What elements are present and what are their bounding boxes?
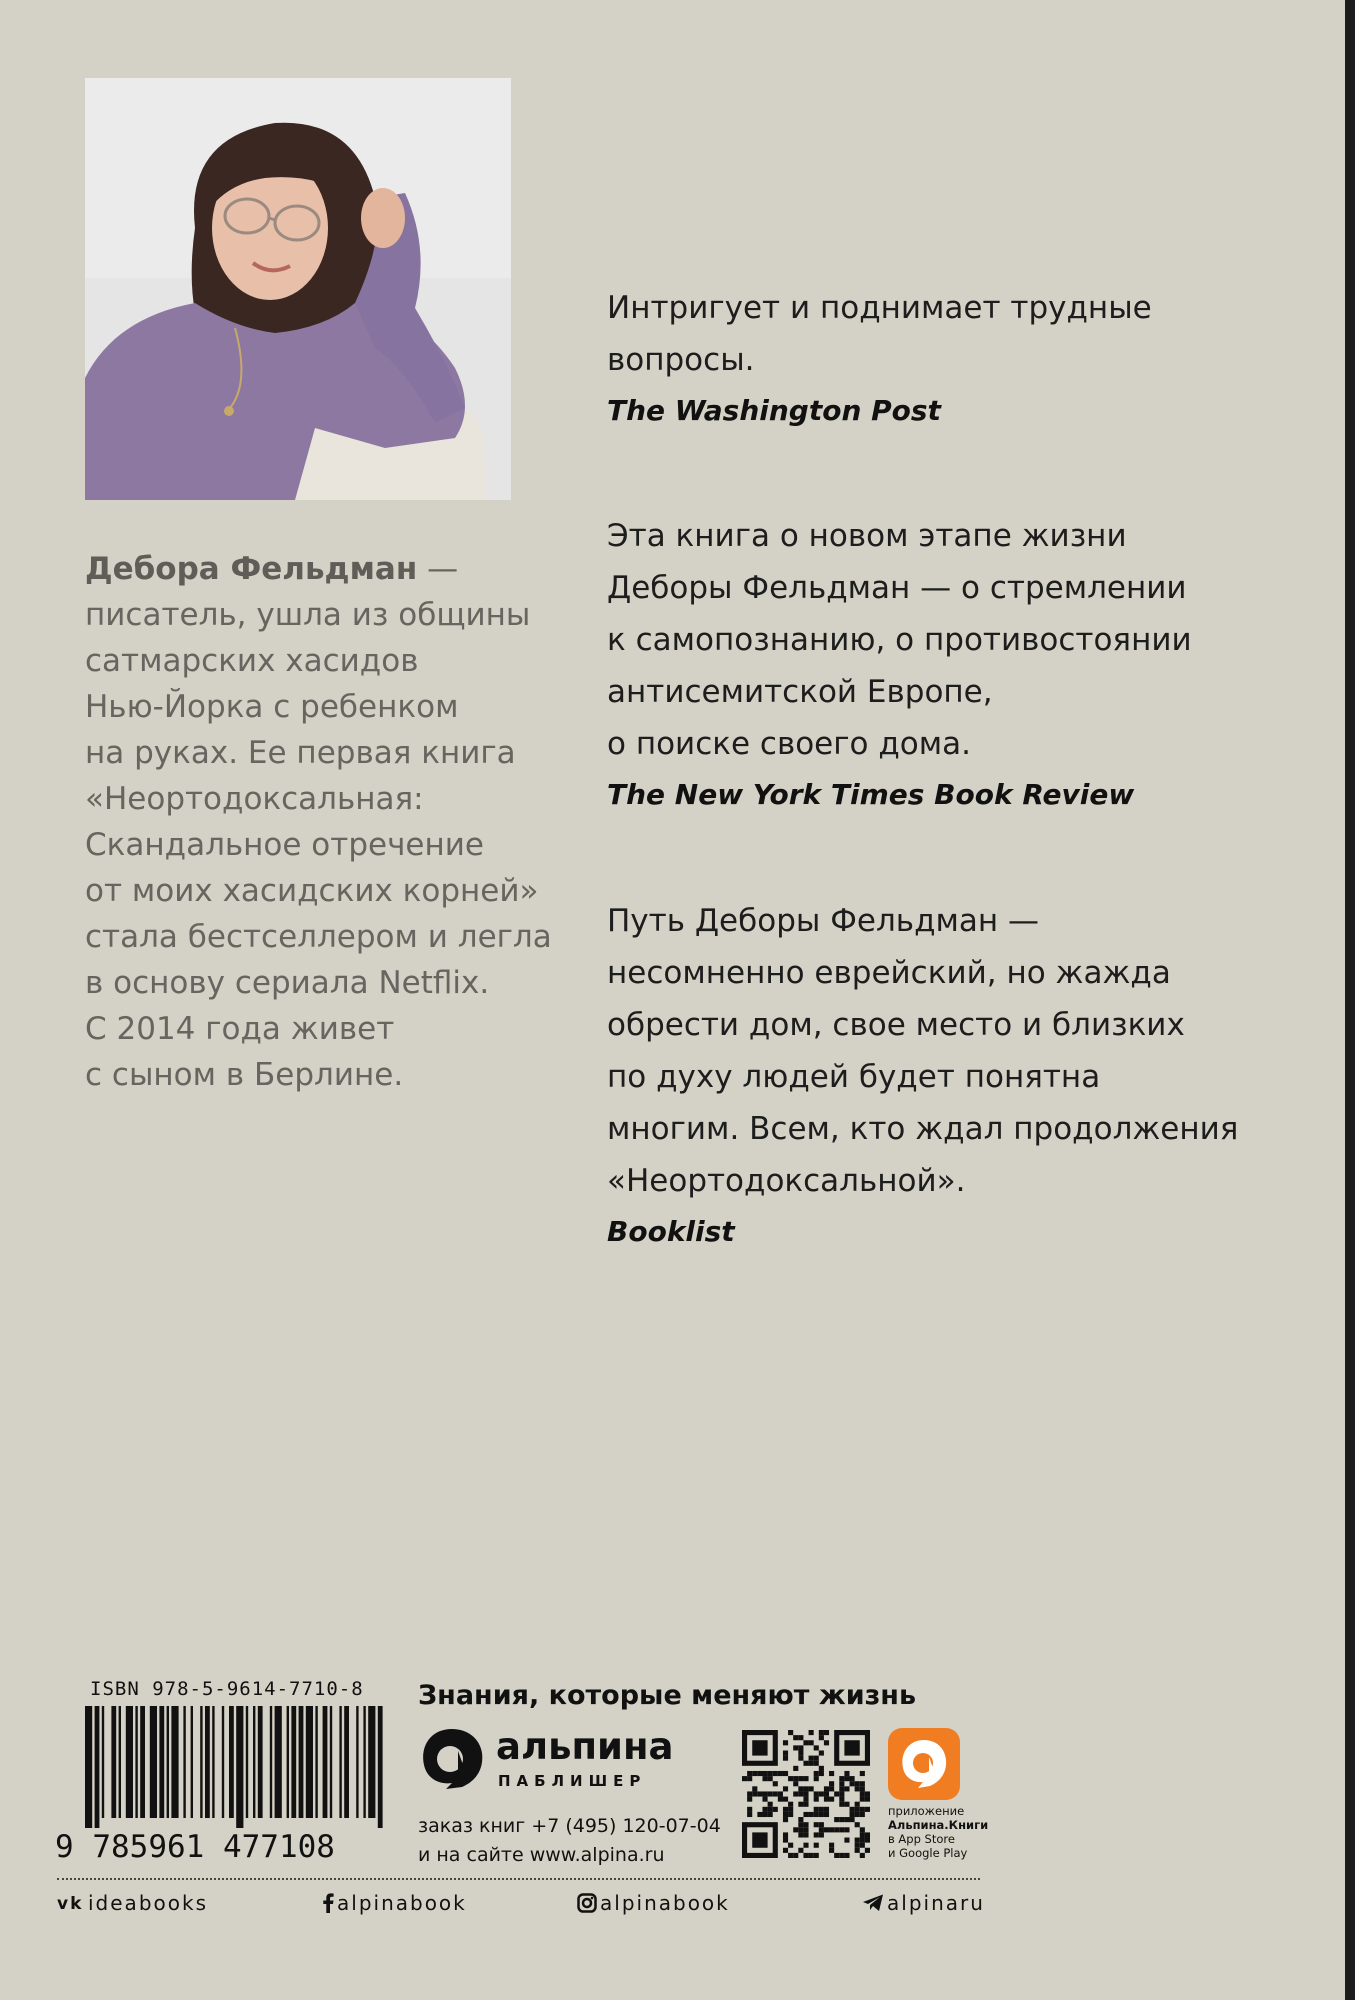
order-phone: заказ книг +7 (495) 120-07-04: [418, 1815, 721, 1837]
bio-line: от моих хасидских корней»: [85, 873, 539, 909]
social-facebook: [322, 1891, 467, 1915]
app-line: и Google Play: [888, 1846, 968, 1860]
quote-line: «Неортодоксальной».: [607, 1163, 966, 1199]
publisher-logo: [418, 1725, 678, 1795]
review-quote: [607, 895, 1247, 1248]
quote-source: The New York Times Book Review: [607, 778, 1135, 811]
barcode: [55, 1678, 390, 1868]
bio-line: «Неортодоксальная:: [85, 781, 424, 817]
bio-line-1: Дебора Фельдман —: [85, 551, 459, 587]
bio-line: С 2014 года живет: [85, 1011, 395, 1047]
cover-edge: [1345, 0, 1355, 2000]
quote-line: по духу людей будет понятна: [607, 1059, 1101, 1095]
social-vk: [57, 1891, 208, 1915]
isbn-label: ISBN 978-5-9614-7710-8: [90, 1678, 364, 1700]
app-store-info: [888, 1804, 988, 1860]
quote-source: The Washington Post: [607, 394, 941, 427]
facebook-icon: [322, 1893, 334, 1913]
dotted-divider: [57, 1878, 980, 1880]
order-info: [418, 1812, 721, 1870]
bio-line: с сыном в Берлине.: [85, 1057, 404, 1093]
qr-code: [742, 1730, 870, 1858]
quote-line: о поиске своего дома.: [607, 726, 971, 762]
quote-source: Booklist: [607, 1215, 735, 1248]
instagram-icon: [577, 1893, 597, 1913]
social-handle: ideabooks: [88, 1891, 208, 1915]
barcode-bars: [85, 1706, 385, 1828]
quote-line: Эта книга о новом этапе жизни: [607, 518, 1127, 554]
publisher-subname: ПАБЛИШЕР: [498, 1772, 647, 1790]
bio-line: писатель, ушла из общины: [85, 597, 531, 633]
isbn-digits: 9 785961 477108: [55, 1829, 335, 1865]
social-handle: alpinabook: [600, 1891, 730, 1915]
social-telegram: [862, 1891, 985, 1915]
social-handle: alpinabook: [337, 1891, 467, 1915]
app-name: Альпина.Книги: [888, 1818, 989, 1832]
author-name: Дебора Фельдман: [85, 551, 418, 587]
bio-line: в основу сериала Netflix.: [85, 965, 490, 1001]
review-quote: [607, 510, 1247, 811]
bio-line: сатмарских хасидов: [85, 643, 419, 679]
bio-line: стала бестселлером и легла: [85, 919, 552, 955]
publisher-name: альпина: [496, 1725, 674, 1768]
svg-text:vk: vk: [57, 1894, 84, 1912]
telegram-icon: [862, 1894, 884, 1912]
bio-line: на руках. Ее первая книга: [85, 735, 516, 771]
app-line: в App Store: [888, 1832, 955, 1846]
order-website: и на сайте www.alpina.ru: [418, 1844, 665, 1866]
review-quote: [607, 282, 1247, 427]
quote-line: многим. Всем, кто ждал продолжения: [607, 1111, 1239, 1147]
alpina-logo-icon: [418, 1725, 486, 1791]
publisher-slogan: Знания, которые меняют жизнь: [418, 1680, 917, 1711]
author-photo: [85, 78, 511, 500]
social-handle: alpinaru: [887, 1891, 985, 1915]
quote-line: к самопознанию, о противостоянии: [607, 622, 1192, 658]
bio-line: Нью-Йорка с ребенком: [85, 689, 459, 725]
vk-icon: [57, 1894, 85, 1912]
author-bio: [85, 546, 565, 1098]
app-line: приложение: [888, 1804, 965, 1818]
quote-line: Деборы Фельдман — о стремлении: [607, 570, 1187, 606]
quote-line: Интригует и поднимает трудные: [607, 290, 1152, 326]
quote-line: несомненно еврейский, но жажда: [607, 955, 1171, 991]
quote-line: Путь Деборы Фельдман —: [607, 903, 1040, 939]
quote-line: обрести дом, свое место и близких: [607, 1007, 1185, 1043]
social-instagram: [577, 1891, 730, 1915]
quote-line: вопросы.: [607, 342, 755, 378]
bio-line: Скандальное отречение: [85, 827, 484, 863]
alpina-app-icon: [888, 1728, 960, 1800]
quote-line: антисемитской Европе,: [607, 674, 993, 710]
